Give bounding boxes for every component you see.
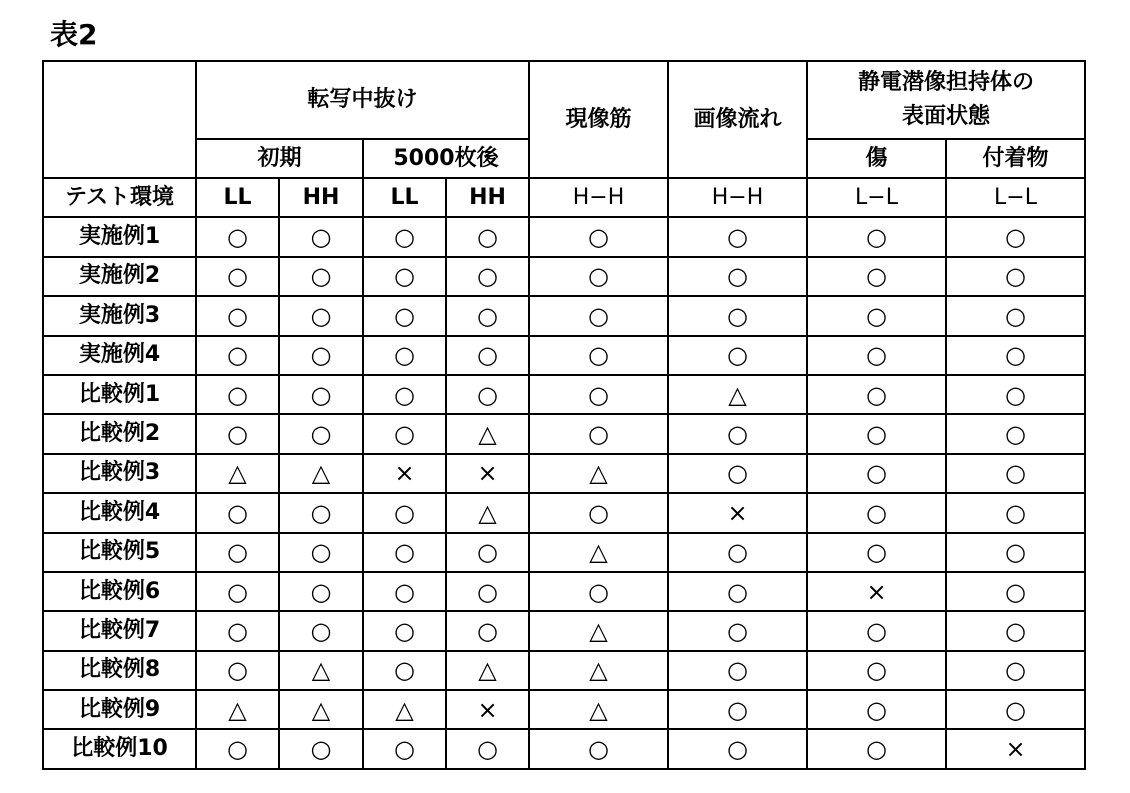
result-cell: ○ <box>363 611 446 650</box>
result-cell: ○ <box>279 729 363 768</box>
result-cell: ○ <box>946 493 1085 532</box>
result-cell: × <box>807 572 946 611</box>
result-cell: ○ <box>529 414 668 453</box>
result-cell: ○ <box>807 493 946 532</box>
env-cell: HH <box>279 178 363 217</box>
header-surface-state <box>807 61 1085 139</box>
result-cell: ○ <box>196 296 279 335</box>
result-cell: ○ <box>946 651 1085 690</box>
result-cell: ○ <box>529 257 668 296</box>
result-cell: ○ <box>807 651 946 690</box>
table-row <box>43 533 1085 572</box>
table-row <box>43 729 1085 768</box>
result-cell: ○ <box>807 533 946 572</box>
result-cell: ○ <box>196 493 279 532</box>
result-cell: ○ <box>279 611 363 650</box>
result-cell: ○ <box>196 533 279 572</box>
result-cell: ○ <box>668 611 807 650</box>
row-label: 比較例7 <box>43 611 196 650</box>
result-cell: ○ <box>529 572 668 611</box>
result-cell: ○ <box>946 336 1085 375</box>
table-row <box>43 414 1085 453</box>
result-cell: ○ <box>446 611 529 650</box>
header-dev-streak: 現像筋 <box>529 61 668 178</box>
result-cell: △ <box>279 651 363 690</box>
result-cell: ○ <box>363 336 446 375</box>
table-row <box>43 493 1085 532</box>
surface-state-line1: 静電潜像担持体の <box>808 70 1084 96</box>
result-cell: ○ <box>946 690 1085 729</box>
result-cell: ○ <box>946 217 1085 256</box>
row-label: 比較例10 <box>43 729 196 768</box>
result-cell: × <box>446 690 529 729</box>
result-cell: × <box>446 454 529 493</box>
result-cell: △ <box>668 375 807 414</box>
row-label: 実施例4 <box>43 336 196 375</box>
result-cell: ○ <box>446 729 529 768</box>
result-cell: △ <box>196 454 279 493</box>
env-cell: LL <box>196 178 279 217</box>
result-cell: ○ <box>807 257 946 296</box>
row-label: 比較例9 <box>43 690 196 729</box>
result-cell: △ <box>446 414 529 453</box>
result-cell: ○ <box>807 414 946 453</box>
result-cell: ○ <box>807 296 946 335</box>
result-cell: ○ <box>946 257 1085 296</box>
result-cell: ○ <box>363 651 446 690</box>
env-cell: HH <box>446 178 529 217</box>
result-cell: △ <box>446 651 529 690</box>
surface-state-line2: 表面状態 <box>808 104 1084 130</box>
row-label: 比較例5 <box>43 533 196 572</box>
table-row <box>43 690 1085 729</box>
table-row <box>43 572 1085 611</box>
row-label: 実施例1 <box>43 217 196 256</box>
result-cell: ○ <box>196 651 279 690</box>
result-cell: ○ <box>196 414 279 453</box>
result-cell: ○ <box>946 414 1085 453</box>
results-table <box>42 60 1086 770</box>
result-cell: ○ <box>807 375 946 414</box>
header-after-5000: 5000枚後 <box>363 139 529 178</box>
result-cell: ○ <box>529 493 668 532</box>
result-cell: △ <box>529 690 668 729</box>
result-cell: ○ <box>363 493 446 532</box>
header-test-env: テスト環境 <box>43 178 196 217</box>
header-transfer-void: 転写中抜け <box>196 61 529 139</box>
result-cell: ○ <box>446 533 529 572</box>
result-cell: ○ <box>807 729 946 768</box>
result-cell: △ <box>529 651 668 690</box>
result-cell: × <box>946 729 1085 768</box>
result-cell: ○ <box>279 375 363 414</box>
result-cell: ○ <box>196 375 279 414</box>
result-cell: ○ <box>668 572 807 611</box>
table-row <box>43 217 1085 256</box>
result-cell: ○ <box>363 729 446 768</box>
result-cell: × <box>363 454 446 493</box>
result-cell: ○ <box>668 296 807 335</box>
result-cell: ○ <box>668 454 807 493</box>
row-label: 比較例8 <box>43 651 196 690</box>
result-cell: △ <box>529 454 668 493</box>
table-row <box>43 296 1085 335</box>
row-label: 実施例3 <box>43 296 196 335</box>
row-label: 実施例2 <box>43 257 196 296</box>
env-cell: LL <box>363 178 446 217</box>
result-cell: ○ <box>196 336 279 375</box>
result-cell: △ <box>529 533 668 572</box>
result-cell: ○ <box>668 729 807 768</box>
header-scratch: 傷 <box>807 139 946 178</box>
result-cell: △ <box>363 690 446 729</box>
result-cell: ○ <box>363 296 446 335</box>
result-cell: ○ <box>668 651 807 690</box>
result-cell: ○ <box>363 257 446 296</box>
result-cell: ○ <box>446 572 529 611</box>
result-cell: ○ <box>363 414 446 453</box>
result-cell: ○ <box>668 217 807 256</box>
result-cell: △ <box>196 690 279 729</box>
header-image-flow: 画像流れ <box>668 61 807 178</box>
result-cell: ○ <box>807 690 946 729</box>
result-cell: ○ <box>807 217 946 256</box>
result-cell: ○ <box>529 217 668 256</box>
result-cell: ○ <box>279 336 363 375</box>
table-row <box>43 375 1085 414</box>
result-cell: ○ <box>529 729 668 768</box>
result-cell: ○ <box>668 690 807 729</box>
header-initial: 初期 <box>196 139 363 178</box>
result-cell: △ <box>279 454 363 493</box>
result-cell: ○ <box>946 454 1085 493</box>
result-cell: △ <box>529 611 668 650</box>
header-deposit: 付着物 <box>946 139 1085 178</box>
result-cell: ○ <box>446 257 529 296</box>
result-cell: ○ <box>196 217 279 256</box>
result-cell: ○ <box>279 533 363 572</box>
result-cell: ○ <box>279 217 363 256</box>
result-cell: ○ <box>196 572 279 611</box>
result-cell: ○ <box>446 217 529 256</box>
result-cell: ○ <box>196 611 279 650</box>
env-cell: L−L <box>807 178 946 217</box>
table-title: 表2 <box>50 18 97 52</box>
result-cell: ○ <box>279 257 363 296</box>
row-label: 比較例1 <box>43 375 196 414</box>
result-cell: ○ <box>807 336 946 375</box>
result-cell: ○ <box>196 729 279 768</box>
result-cell: ○ <box>196 257 279 296</box>
result-cell: ○ <box>279 493 363 532</box>
result-cell: ○ <box>668 336 807 375</box>
result-cell: ○ <box>363 375 446 414</box>
result-cell: ○ <box>363 533 446 572</box>
result-cell: △ <box>279 690 363 729</box>
row-label: 比較例3 <box>43 454 196 493</box>
result-cell: ○ <box>529 296 668 335</box>
result-cell: × <box>668 493 807 532</box>
result-cell: ○ <box>807 454 946 493</box>
result-cell: ○ <box>946 533 1085 572</box>
row-label: 比較例6 <box>43 572 196 611</box>
table-row <box>43 336 1085 375</box>
result-cell: ○ <box>279 414 363 453</box>
result-cell: ○ <box>668 414 807 453</box>
result-cell: ○ <box>446 296 529 335</box>
env-cell: H−H <box>668 178 807 217</box>
result-cell: ○ <box>946 611 1085 650</box>
result-cell: ○ <box>529 375 668 414</box>
result-cell: ○ <box>529 336 668 375</box>
result-cell: ○ <box>668 257 807 296</box>
header-row-1 <box>43 61 1085 139</box>
test-env-row <box>43 178 1085 217</box>
result-cell: ○ <box>363 217 446 256</box>
env-cell: L−L <box>946 178 1085 217</box>
result-cell: ○ <box>946 572 1085 611</box>
result-cell: ○ <box>668 533 807 572</box>
env-cell: H−H <box>529 178 668 217</box>
result-cell: ○ <box>946 296 1085 335</box>
result-cell: ○ <box>446 375 529 414</box>
table-row <box>43 651 1085 690</box>
corner-cell <box>43 61 196 178</box>
result-cell: ○ <box>946 375 1085 414</box>
table-row <box>43 611 1085 650</box>
result-cell: △ <box>446 493 529 532</box>
result-cell: ○ <box>807 611 946 650</box>
row-label: 比較例2 <box>43 414 196 453</box>
table-row <box>43 257 1085 296</box>
result-cell: ○ <box>446 336 529 375</box>
result-cell: ○ <box>279 296 363 335</box>
table-row <box>43 454 1085 493</box>
result-cell: ○ <box>363 572 446 611</box>
result-cell: ○ <box>279 572 363 611</box>
row-label: 比較例4 <box>43 493 196 532</box>
